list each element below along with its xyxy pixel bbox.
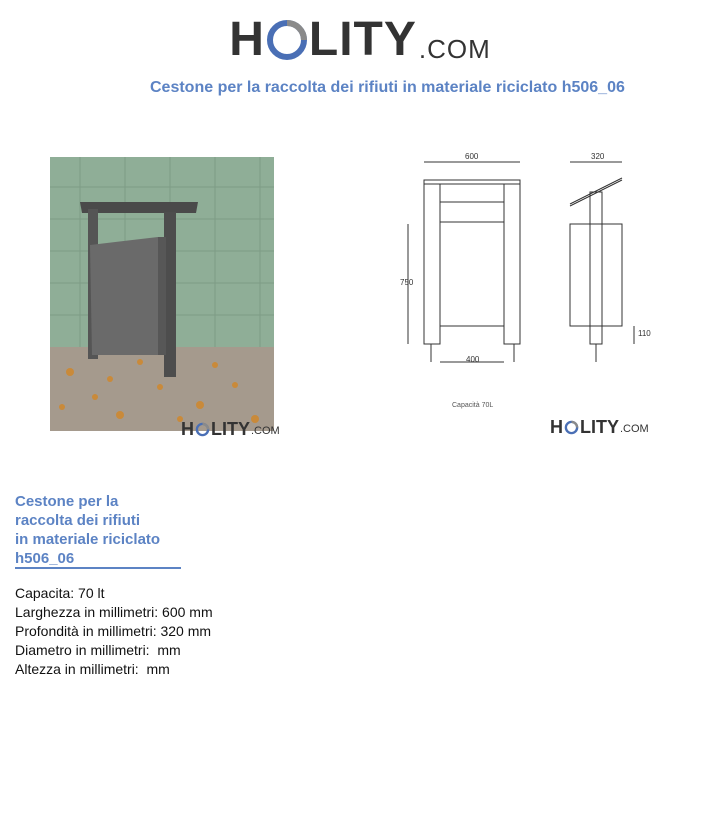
product-name-line: in materiale riciclato [15, 531, 161, 548]
spec-capacity: Capacita: 70 lt [15, 585, 105, 601]
logo-letters-lity: LITY [308, 13, 417, 66]
spec-width: Larghezza in millimetri: 600 mm [15, 604, 213, 620]
dim-height-label: 750 [400, 278, 414, 287]
capacity-note: Capacità 70L [452, 402, 494, 409]
logo-domain: .COM [418, 34, 491, 64]
spec-diameter: Diametro in millimetri: mm [15, 642, 181, 658]
logo-o-icon [267, 20, 307, 60]
dim-width-label: 600 [465, 152, 479, 161]
page-title: Cestone per la raccolta dei rifiuti in materiale riciclato h506_06 [150, 79, 625, 96]
title-underline [15, 567, 181, 569]
product-name-line: raccolta dei rifiuti [15, 512, 141, 529]
technical-drawing[interactable] [372, 118, 677, 473]
dim-leg-label: 110 [638, 329, 651, 338]
logo-letter-h: H [229, 13, 265, 66]
spec-list [15, 584, 213, 679]
photo-watermark: H LITY .COM [181, 419, 280, 439]
dim-inner-label: 400 [466, 355, 480, 364]
watermark-o-icon [564, 420, 579, 435]
watermark-o-icon [195, 422, 210, 437]
product-name-line: h506_06 [15, 550, 75, 567]
product-photo-illustration [50, 157, 274, 431]
spec-height: Altezza in millimetri: mm [15, 661, 170, 677]
product-name-line: Cestone per la [15, 493, 119, 510]
product-photo[interactable] [50, 157, 280, 439]
drawing-watermark: H LITY .COM [550, 417, 649, 437]
dim-depth-label: 320 [591, 152, 605, 161]
site-logo[interactable] [0, 10, 720, 70]
product-name [15, 492, 181, 568]
spec-depth: Profondità in millimetri: 320 mm [15, 623, 212, 639]
